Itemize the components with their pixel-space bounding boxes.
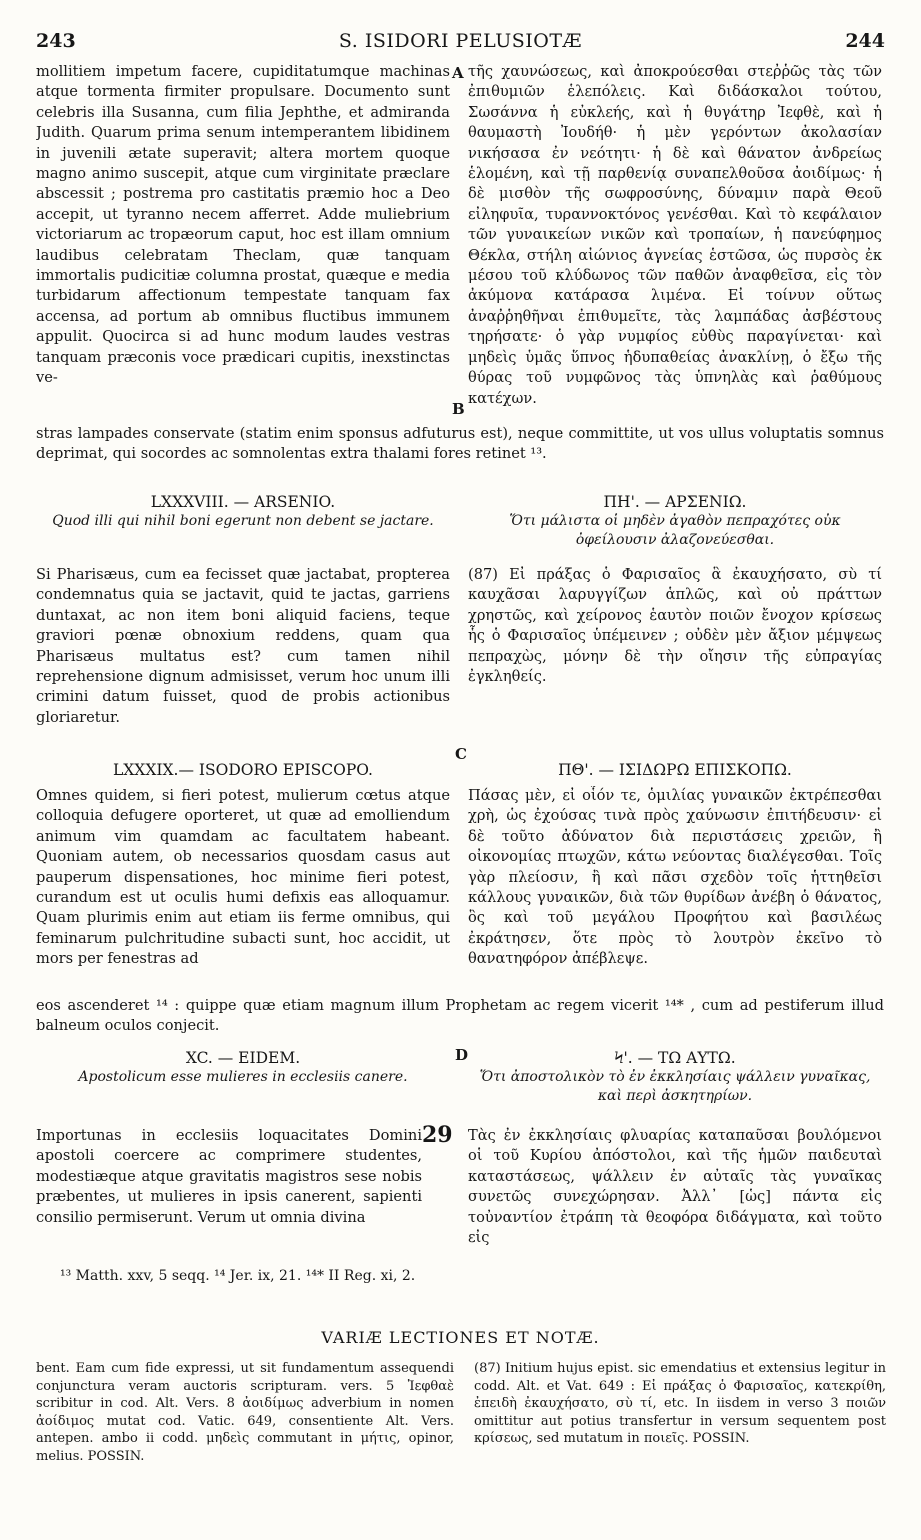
heading-xc: XC. — EIDEM. xyxy=(185,1049,301,1067)
greek-paragraph-top: τῆς χαυνώσεως, καὶ ἀποκρούεσθαι στεῤῥῶς τὰς τῶν ἐπιθυμιῶν ἑλεπόλεις. Καὶ διδάσκαλοι τούτου, Σωσάννα ἡ εὐκλεής, καὶ ἡ θυγάτηρ Ἰεφθὲ, καὶ ἡ θαυμαστὴ Ἰουδήθ· ἡ μὲν γερόντων ἀκολασίαν νικήσασα ἐν νεότητι· ἡ δὲ καὶ θάνατον ἀνδρείως ἑλομένη, καὶ τῇ παρθενίᾳ συναπελθοῦσα ἀοιδίμως· ἡ δὲ μισθὸν τῆς σωφροσύνης, δύναμιν παρὰ Θεοῦ εἰληφυῖα, τυραννοκτόνος γενέσθαι. Καὶ τὸ κεφάλαιον τῶν γυναικείων νικῶν καὶ τροπαίων, ἡ πανεύφημος Θέκλα, στήλη αἰώνιος ἁγνείας ἑστῶσα, ὡς πυρσὸς ἐκ μέσου τοῦ κλύδωνος τῶν παθῶν ἀναφθεῖσα, εἰς τὸν ἀκύμονα κατάρασα λιμένα. Εἰ τοίνυν οὕτως ἀναῤῥηθῆναι ἐπιθυμεῖτε, τὰς λαμπάδας ἀσβέστους τηρήσατε· ὁ γὰρ νυμφίος εὐθὺς παραγίνεται· καὶ μηδεὶς ὑμᾶς ὕπνος ἡδυπαθείας ἀνακλίνῃ, ὁ ἔξω τῆς θύρας τοῦ νυμφῶνος τὰς ὑπνηλὰς καὶ ῥαθύμους κατέχων. xyxy=(468,63,882,407)
running-header xyxy=(36,30,885,56)
subtitle-lxxxviii: Quod illi qui nihil boni egerunt non debent se jactare. xyxy=(52,513,434,529)
latin-column-90 xyxy=(36,1126,422,1248)
variae-latin-column xyxy=(36,1360,454,1465)
greek-paragraph-89: Πάσας μὲν, εἰ οἷόν τε, ὁμιλίας γυναικῶν ἐκτρέπεσθαι χρὴ, ὡς ἐχούσας τινὰ πρὸς χαύνωσιν ἐπιτήδευσιν· εἰ δὲ τοῦτο ἀδύνατον διὰ περιστάσεις χρειῶν, ἢ οἰκονομίας πτωχῶν, κάτω νεύοντας διαλέγεσθαι. Τοῖς γὰρ πλείοσιν, ἢ καὶ πᾶσι σχεδὸν τοῖς ἡττηθεῖσι κάλλους γυναικῶν, διὰ τῶν θυρίδων ἀνέβη ὁ θάνατος, ὃς καὶ τοῦ μεγάλου Προφήτου καὶ βασιλέως ἐκράτησεν, ὅτε πρὸς τὸ λουτρὸν ἐκεῖνο τὸ θανατηφόρον ἀπέβλεψε. xyxy=(468,787,882,968)
latin-heading-90 xyxy=(36,1048,450,1087)
margin-mark-a: A xyxy=(452,64,464,82)
heading-pi-theta: ΠΘ'. — ΙΣΙΔΩΡΩ ΕΠΙΣΚΟΠΩ. xyxy=(558,761,792,779)
subtitle-koppa: Ὅτι ἀποστολικὸν τὸ ἐν ἐκκλησίαις ψάλλειν γυναῖκας, καὶ περὶ ἀσκητηρίων. xyxy=(479,1069,871,1104)
latin-column-88 xyxy=(36,565,450,750)
greek-paragraph-90: Τὰς ἐν ἐκκλησίαις φλυαρίας καταπαῦσαι βουλόμενοι οἱ τοῦ Κυρίου ἀπόστολοι, καὶ τῆς ἡμῶν παιδευταὶ καταστάσεως, ψάλλειν ἐν αὐταῖς τὰς γυναῖκας συνετῶς συνεχώρησαν. Ἀλλ᾽ [ὡς] πάντα εἰς τοὐναντίον ἐτράπη τὰ θεοφόρα διδάγματα, καὶ τοῦτο εἰς xyxy=(468,1127,882,1247)
margin-mark-c: C xyxy=(455,745,467,763)
latin-paragraph-88: Si Pharisæus, cum ea fecisset quæ jactabat, propterea condemnatus quia se jactavit, quid te jactas, garriens duntaxat, ac non item boni aliquid faciens, teque graviori pœnæ obnoxium reddens, quam qua Pharisæus multatus est? cum tamen nihil reprehensione dignum admisisset, verum hoc unum illi crimini datum fuisset, quod de probis actionibus gloriaretur. xyxy=(36,566,450,726)
heading-pi-eta: ΠΗ'. — ΑΡΣΕΝΙΩ. xyxy=(603,493,747,511)
variae-right-text: (87) Initium hujus epist. sic emendatius et extensius legitur in codd. Alt. et Vat. 649 : Εἰ πράξας ὁ Φαρισαῖος, κατεκρίθη, ἐπειδὴ ἐκαυχήσατο, σὺ τί, etc. In iisdem in verso 3 ποιῶν omittitur aut potius transfertur in versum sequentem post κρίσεως, sed mutatum in ποιεῖς. POSSIN. xyxy=(474,1361,886,1446)
greek-heading-90 xyxy=(468,1048,882,1106)
greek-paragraph-88: (87) Εἰ πράξας ὁ Φαρισαῖος ἃ ἐκαυχήσατο, σὺ τί καυχᾶσαι λαρυγγίζων ἁπλῶς, καὶ οὐ πράττων χρηστῶς, καὶ χείρονος ἑαυτὸν ποιῶν ἔνοχον κρίσεως ἧς ὁ Φαρισαῖος ὑπέμεινεν ; οὐδὲν μὲν ἄξιον μέμψεως πεπραχὼς, μόνην δὲ τὴν οἴησιν τῆς εὐπραγίας ἐγκληθείς. xyxy=(468,566,882,686)
heading-lxxxix: LXXXIX.— ISODORO EPISCOPO. xyxy=(112,761,373,779)
margin-mark-d: D xyxy=(455,1046,469,1064)
latin-continuation-text: stras lampades conservate (statim enim sponsus adfuturus est), neque committite, ut vos ullus voluptatis somnus deprimat, qui socordes ac somnolentas extra thalami fores retinet ¹³. xyxy=(36,425,884,463)
latin-heading-89 xyxy=(36,760,450,780)
footnotes: ¹³ Matth. xxv, 5 seqq. ¹⁴ Jer. ix, 21. ¹⁴* II Reg. xi, 2. xyxy=(60,1268,416,1284)
subtitle-pi-eta: Ὅτι μάλιστα οἱ μηδὲν ἀγαθὸν πεπραχότες οὐκ ὀφείλουσιν ἀλαζονεύεσθαι. xyxy=(509,513,841,548)
latin-continuation-89 xyxy=(36,996,884,1040)
latin-continuation-89-text: eos ascenderet ¹⁴ : quippe quæ etiam magnum illum Prophetam ac regem vicerit ¹⁴* , cum ad pestiferum illud balneum oculos conjecit. xyxy=(36,997,884,1035)
greek-column-top xyxy=(468,62,882,427)
latin-continuation-top xyxy=(36,424,884,468)
latin-column-top xyxy=(36,62,450,407)
variae-title: VARIÆ LECTIONES ET NOTÆ. xyxy=(321,1328,600,1347)
latin-paragraph-89: Omnes quidem, si fieri potest, mulierum cœtus atque colloquia defugere oporteret, ut quæ ad emolliendum animum vim quamdam ac facultatem habeant. Quoniam autem, ob necessarios quosdam casus aut pauperum dispensationes, hoc minime fieri potest, curandum est ut oculis humi defixis eas alloquamur. Quam plurimis enim aut etiam iis ferme omnibus, qui feminarum pulchritudine subacti sunt, hoc accidit, ut mors per fenestras ad xyxy=(36,787,450,968)
margin-mark-b: B xyxy=(452,400,465,418)
greek-column-88 xyxy=(468,565,882,715)
variae-left-text: bent. Eam cum fide expressi, ut sit fundamentum assequendi conjunctura veram auctoris scripturam. vers. 5 Ἰεφθαὲ scribitur in cod. Alt. Vers. 8 ἀοιδίμως adverbium in nomen ἀοίδιμος mutat cod. Vatic. 649, consentiente Alt. Vers. antepen. ambo ii codd. μηδεὶς commutant in μήτις, opinor, melius. POSSIN. xyxy=(36,1361,454,1464)
greek-column-89 xyxy=(468,786,882,986)
column-number: 29 xyxy=(422,1122,453,1148)
subtitle-xc: Apostolicum esse mulieres in ecclesiis canere. xyxy=(78,1069,408,1085)
heading-koppa: Ϟ'. — ΤΩ ΑΥΤΩ. xyxy=(614,1049,736,1067)
latin-paragraph-90: Importunas in ecclesiis loquacitates Domini apostoli coercere ac comprimere studentes, modestiæque atque gravitatis magistros sese nobis præbentes, ut mulieres in ipsis canerent, sapienti consilio permiserunt. Verum ut omnia divina xyxy=(36,1127,422,1226)
page-number-left: 243 xyxy=(36,30,76,52)
heading-lxxxviii: LXXXVIII. — ARSENIO. xyxy=(150,493,336,511)
greek-column-90 xyxy=(468,1126,882,1248)
page-number-right: 244 xyxy=(845,30,885,52)
running-title: S. ISIDORI PELUSIOTÆ xyxy=(338,30,583,52)
greek-heading-89 xyxy=(468,760,882,780)
variae-right-column xyxy=(474,1360,886,1448)
latin-paragraph-top: mollitiem impetum facere, cupiditatumque machinas atque tormenta firmiter propulsare. Documento sunt celebris illa Susanna, cum filia Jephthe, et admiranda Judith. Quarum prima senum intemperantem libidinem in juvenili ætate superavit; altera mortem quoque magno animo suscepit, atque cum virginitate præclare abscessit ; postrema pro castitatis præmio hoc a Deo accepit, ut tyranno necem afferret. Adde muliebrium victoriarum ac tropæorum caput, hoc est illam omnium laudibus celebratam Theclam, quæ tanquam immortalis pudicitiæ columna prostat, quæque e media turbidarum affectionum tempestate tanquam fax accensa, ad portum ab omnibus fluctibus immunem appulit. Quocirca si ad hunc modum laudes vestras tanquam præconis voce prædicari cupitis, inexstinctas ve- xyxy=(36,63,450,387)
greek-heading-88 xyxy=(468,492,882,550)
latin-heading-88 xyxy=(36,492,450,531)
latin-column-89 xyxy=(36,786,450,986)
